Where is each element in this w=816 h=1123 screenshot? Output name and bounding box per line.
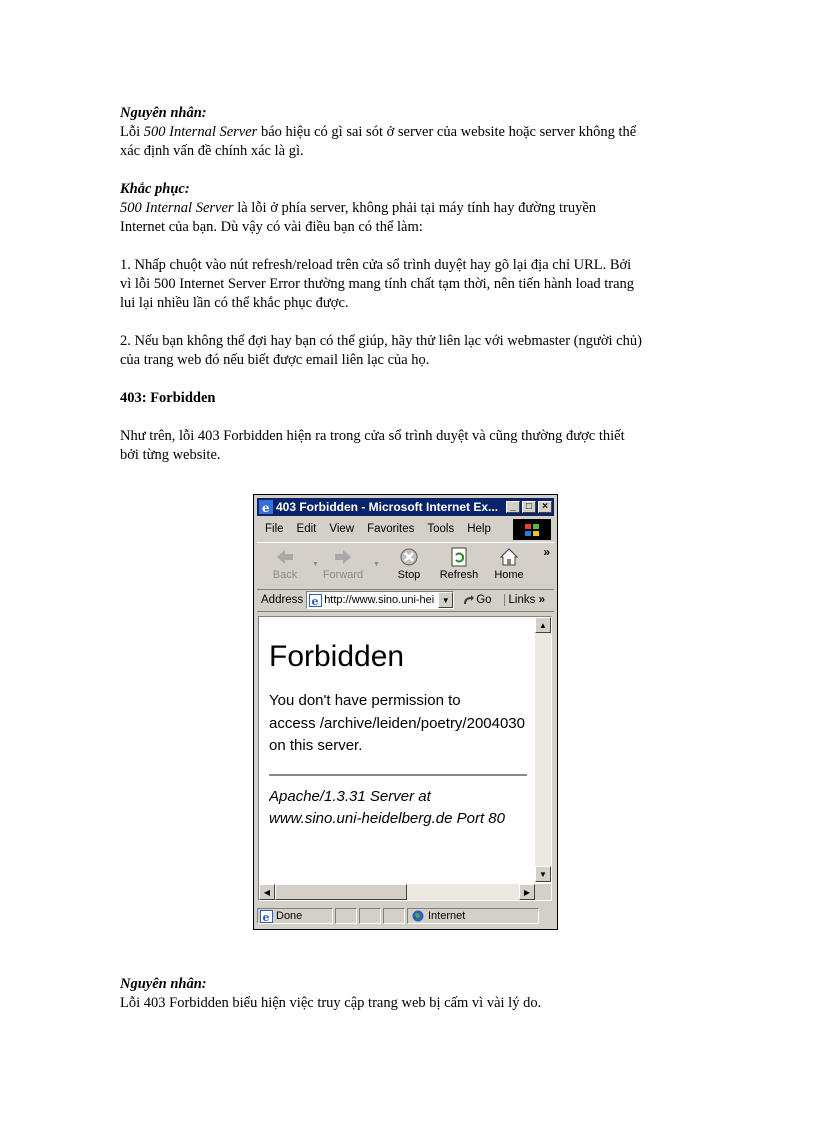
menu-file[interactable]: File bbox=[265, 523, 284, 535]
refresh-label: Refresh bbox=[439, 569, 479, 581]
forbidden-cause-heading: Nguyên nhân: bbox=[120, 976, 207, 992]
home-label: Home bbox=[494, 569, 524, 581]
toolbar-more-icon[interactable]: » bbox=[543, 545, 550, 559]
forbidden-paragraph-line-2: bởi từng website. bbox=[120, 447, 221, 463]
back-label: Back bbox=[272, 569, 298, 581]
menu-view[interactable]: View bbox=[329, 523, 355, 535]
address-value: http://www.sino.uni-hei bbox=[324, 594, 435, 606]
close-icon[interactable]: × bbox=[538, 501, 552, 513]
forbidden-paragraph-line-1: Như trên, lỗi 403 Forbidden hiện ra trong cửa sổ trình duyệt và cũng thường được thiết bbox=[120, 428, 625, 444]
go-label: Go bbox=[476, 594, 492, 606]
stop-label: Stop bbox=[397, 569, 421, 581]
forbidden-title: Forbidden bbox=[269, 640, 405, 673]
back-arrow-icon bbox=[261, 545, 309, 569]
fix-step-2-line-2: của trang web đó nếu biết được email liên lạc của họ. bbox=[120, 352, 430, 368]
cause-heading: Nguyên nhân: bbox=[120, 105, 207, 121]
scroll-down-icon[interactable]: ▼ bbox=[535, 866, 551, 882]
back-button[interactable] bbox=[261, 545, 309, 581]
svg-text:e: e bbox=[311, 594, 319, 607]
stop-button[interactable] bbox=[385, 545, 433, 581]
horizontal-scroll-thumb[interactable] bbox=[275, 884, 407, 900]
fix-paragraph-line-1: 500 Internal Server là lỗi ở phía server, không phải tại máy tính hay đường truyền bbox=[120, 200, 597, 216]
forward-button[interactable] bbox=[319, 545, 367, 581]
menu-help[interactable]: Help bbox=[467, 523, 491, 535]
cause-paragraph-line-2: xác định vấn đề chính xác là gì. bbox=[120, 143, 304, 159]
stop-icon bbox=[385, 545, 433, 569]
cause-paragraph-line-1: Lỗi 500 Internal Server báo hiệu có gì sai sót ở server của website hoặc server không thể bbox=[120, 124, 637, 140]
divider bbox=[269, 774, 527, 776]
browser-toolbar bbox=[257, 542, 554, 590]
fix-step-1-line-2: vì lỗi 500 Internet Server Error thường mang tính chất tạm thời, nên tiến hành load trang bbox=[120, 276, 635, 292]
maximize-icon[interactable]: □ bbox=[522, 501, 536, 513]
address-dropdown-icon[interactable]: ▼ bbox=[438, 592, 453, 608]
status-text: Done bbox=[276, 910, 303, 922]
menu-favorites[interactable]: Favorites bbox=[367, 523, 415, 535]
status-panel-secure bbox=[359, 908, 381, 924]
browser-title: 403 Forbidden - Microsoft Internet Ex... bbox=[276, 500, 499, 514]
zone-text: Internet bbox=[428, 910, 466, 922]
ie-logo-icon bbox=[259, 500, 273, 514]
status-panel-progress bbox=[335, 908, 357, 924]
page-content bbox=[269, 617, 534, 882]
browser-titlebar bbox=[257, 498, 554, 516]
svg-text:e: e bbox=[262, 501, 270, 514]
server-signature: Apache/1.3.31 Server at www.sino.uni-heidelberg.de Port 80 bbox=[269, 787, 505, 827]
done-page-icon bbox=[260, 910, 273, 923]
back-dropdown-icon[interactable]: ▼ bbox=[312, 561, 319, 568]
address-label: Address bbox=[261, 594, 304, 606]
home-icon bbox=[485, 545, 533, 569]
fix-heading: Khắc phục: bbox=[120, 181, 190, 197]
browser-viewport bbox=[258, 616, 552, 901]
document-footer bbox=[120, 975, 700, 1013]
browser-screenshot bbox=[253, 494, 558, 930]
forward-dropdown-icon[interactable]: ▼ bbox=[373, 561, 380, 568]
menu-tools[interactable]: Tools bbox=[427, 523, 455, 535]
status-panel-zone bbox=[407, 908, 539, 924]
scroll-right-icon[interactable]: ▶ bbox=[519, 884, 535, 900]
horizontal-scrollbar[interactable] bbox=[259, 884, 535, 900]
forbidden-heading: 403: Forbidden bbox=[120, 390, 216, 406]
svg-text:e: e bbox=[262, 910, 270, 923]
fix-step-1-line-3: lui lại nhiều lần có thể khắc phục được. bbox=[120, 295, 349, 311]
status-bar bbox=[257, 906, 554, 926]
refresh-button[interactable] bbox=[435, 545, 483, 581]
home-button[interactable] bbox=[485, 545, 533, 581]
minimize-icon[interactable]: _ bbox=[506, 501, 520, 513]
forward-arrow-icon bbox=[319, 545, 367, 569]
address-input[interactable] bbox=[306, 591, 454, 609]
vertical-scrollbar[interactable] bbox=[535, 617, 551, 882]
windows-logo-icon bbox=[513, 519, 551, 540]
scroll-up-icon[interactable]: ▲ bbox=[535, 617, 551, 633]
go-arrow-icon bbox=[462, 594, 474, 606]
refresh-icon bbox=[435, 545, 483, 569]
document-body bbox=[120, 104, 700, 465]
permission-message: You don't have permission to access /archive/leiden/poetry/2004030 on this server. bbox=[269, 692, 525, 754]
scroll-left-icon[interactable]: ◀ bbox=[259, 884, 275, 900]
forward-label: Forward bbox=[322, 569, 364, 581]
forbidden-cause-line: Lỗi 403 Forbidden biểu hiện việc truy cập trang web bị cấm vì vài lý do. bbox=[120, 995, 542, 1011]
fix-paragraph-line-2: Internet của bạn. Dù vậy có vài điều bạn có thể làm: bbox=[120, 219, 423, 235]
fix-step-2-line-1: 2. Nếu bạn không thể đợi hay bạn có thể giúp, hãy thử liên lạc với webmaster (người chủ) bbox=[120, 333, 642, 349]
address-bar bbox=[257, 589, 554, 612]
globe-icon bbox=[412, 910, 424, 922]
status-panel-main bbox=[257, 908, 333, 924]
scroll-corner bbox=[535, 884, 551, 900]
page-icon bbox=[309, 594, 322, 607]
browser-menubar bbox=[257, 518, 554, 540]
fix-step-1-line-1: 1. Nhấp chuột vào nút refresh/reload trên cửa sổ trình duyệt hay gõ lại địa chỉ URL. Bởi bbox=[120, 257, 632, 273]
status-panel-extra bbox=[383, 908, 405, 924]
links-button[interactable]: Links » bbox=[504, 594, 545, 606]
go-button[interactable] bbox=[462, 594, 491, 606]
menu-edit[interactable]: Edit bbox=[296, 523, 317, 535]
